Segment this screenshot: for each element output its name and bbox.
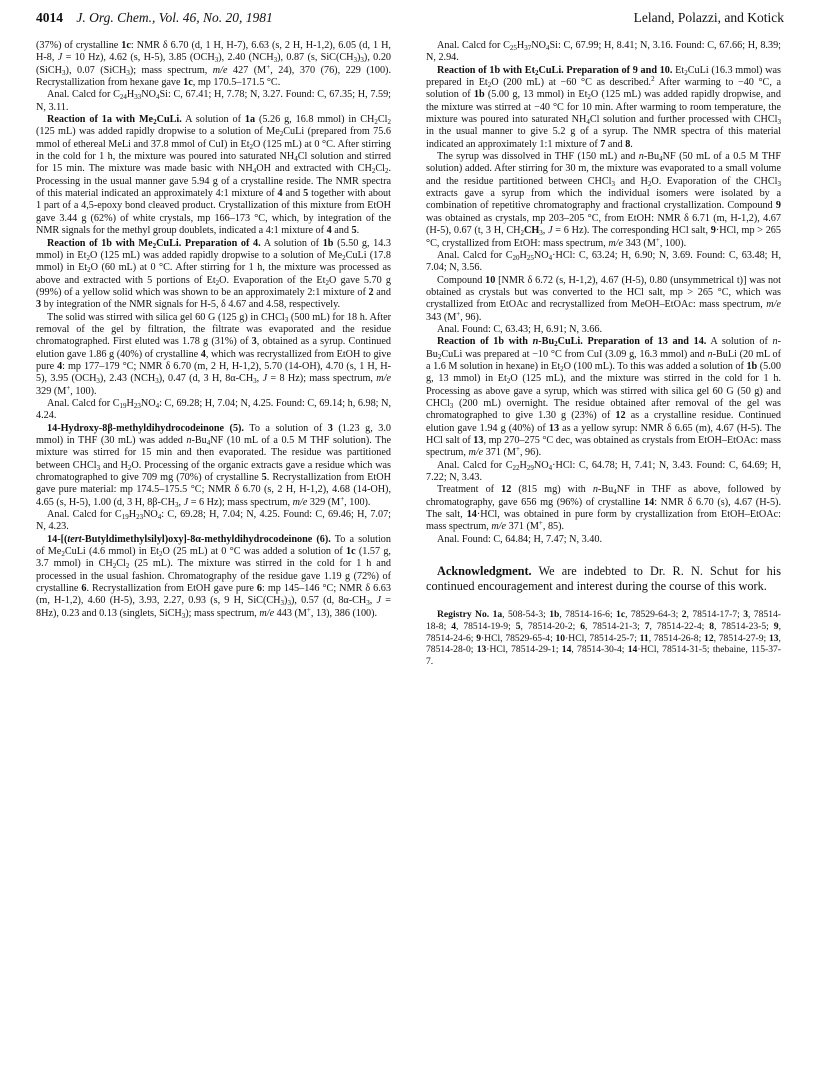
page-number: 4014 <box>36 10 63 25</box>
registry-numbers: Registry No. 1a, 508-54-3; 1b, 78514-16-6; 1c, 78529-64-3; 2, 78514-17-7; 3, 78514-18-8; 4, 78514-19-9; 5, 78514-20-2; 6, 78514-21-3; 7, 78514-22-4; 8, 78514-23-5; 9, 78514-24-6; 9·HCl, 78529-65-4; 10·HCl, 78514-25-7; 11, 78514-26-8; 12, 78514-27-9; 13, 78514-28-0; 13·HCl, 78514-29-1; 14, 78514-30-4; 14·HCl, 78514-31-5; thebaine, 115-37-7. <box>426 609 781 668</box>
left_column-paragraph: Anal. Calcd for $C_{19}H_{23}NO_4$: C, 69.28; H, 7.04; N, 4.25. Found: C, 69.46; H, 7.07; N, 4.23. <box>36 509 391 533</box>
page-header <box>36 10 784 32</box>
right_column-paragraph: Anal. Found: C, 64.84; H, 7.47; N, 3.40. <box>437 533 602 545</box>
right_column-paragraph: Anal. Calcd for $C_{20}H_{25}NO_4\cdot HCl$: C, 63.24; H, 6.90; N, 3.69. Found: C, 63.48; H, 7.04; N, 3.56. <box>426 249 781 274</box>
right_column-paragraph: Treatment of 12 (815 mg) with $n-Bu_4NF$ in THF as above, followed by chromatography, gave 656 mg (96%) of crystalline 14: NMR δ 6.70 (s), 4.67 (H-5). The salt, 14·HCl, was obtained in pure form by crystallization from EtOH–EtOAc: mass spectrum, m/e 371 (M+, 85). <box>426 484 781 533</box>
right_column-paragraph: Anal. Found: C, 63.43; H, 6.91; N, 3.66. <box>437 323 602 335</box>
right_column-paragraph: Compound 10 [NMR δ 6.72 (s, H-1,2), 4.67 (H-5), 0.80 (unsymmetrical t)] was not obtained as crystals but was converted to the HCl salt, mp > 265 °C, which was crystallized from EtOAc and recrystallized from MeOH–EtOAc: mass spectrum, m/e 343 (M+, 96). <box>426 274 781 323</box>
left_column-paragraph: 14-Hydroxy-8β-methyldihydrocodeinone (5). To a solution of 3 (1.23 g, 3.0 mmol) in THF (30 mL) was added $n-Bu_4NF$ (10 mL of a 0.5 M THF solution). The mixture was stirred for 15 min and then evaporated. The residue was partitioned between CHCl$_3$ and $H_2O$. Processing of the organic extracts gave a residue which was chromatographed to give 709 mg (70%) of crystalline 5. Recrystallization from EtOH gave pure material: mp 174.5–175.5 °C; NMR δ 6.70 (s, 2 H, H-1,2), 4.68 (14-OH), 4.65 (s, H-5), 1.00 (d, 3 H, $8\beta-CH_3$, J = 6 Hz); mass spectrum, m/e 329 (M+, 100). <box>36 422 392 509</box>
journal-reference: J. Org. Chem., Vol. 46, No. 20, 1981 <box>76 10 273 25</box>
left_column-paragraph: The solid was stirred with silica gel 60 G (125 g) in CHCl$_3$ (500 mL) for 18 h. After removal of the gel by filtration, the filtrate was evaporated and the residue chromatographed. First eluted was 1.78 g (31%) of 3, obtained as a syrup. Continued elution gave 1.86 g (40%) of crystalline 4, which was recrystallized from EtOH to give pure 4: mp 177–179 °C; NMR δ 6.70 (m, 2 H, H-1,2), 5.70 (14-OH), 4.70 (s, 1 H, H-5), 3.95 $(OCH_3)$, 2.43 $(NCH_3)$, 0.47 (d, 3 H, $8\alpha-CH_3$, J = 8 Hz); mass spectrum, m/e 329 (M+, 100). <box>36 311 392 397</box>
right_column-paragraph: Reaction of 1b with $Et_2CuLi$. Preparation of 9 and 10. $Et_2CuLi$ (16.3 mmol) was prepared in $Et_2O$ (200 mL) at −60 °C as described.$^2$ After warming to −40 °C, a solution of 1b (5.00 g, 13 mmol) in $Et_2O$ (125 mL) was added rapidly dropwise, and the mixture was stirred at −40 °C for 10 min. After warming to room temperature, the mixture was poured into saturated $NH_4Cl$ solution and further processed with CHCl$_3$ in the usual manner to give 5.2 g of a syrup. The NMR spectra of this material indicated an approximately 1:1 mixture of 7 and 8. <box>426 64 782 150</box>
left_column-paragraph: 14-[(tert-Butyldimethylsilyl)oxy]-8α-methyldihydrocodeinone (6). To a solution of $Me_2CuLi$ (4.6 mmol) in $Et_2O$ (25 mL) at 0 °C was added a solution of 1c (1.57 g, 3.7 mmol) in $CH_2Cl_2$ (25 mL). The mixture was stirred in the cold for 1 h and processed in the usual fashion. Chromatography of the residue gave 1.19 g (72%) of crystalline 6. Recrystallization from EtOH gave pure 6: mp 145–146 °C; NMR δ 6.63 (m, H-1,2), 4.60 (H-5), 3.93, 2.27, 0.93 (s, 9 H, $SiC(CH_3)_3$), 0.57 (d, $8\alpha-CH_3$, J = 8Hz), 0.23 and 0.13 (singlets, SiCH$_3$); mass spectrum, m/e 443 (M+, 13), 386 (100). <box>36 533 392 620</box>
right-column <box>426 40 781 668</box>
right_column-paragraph: Reaction of 1b with $n-Bu_2CuLi$. Preparation of 13 and 14. A solution of $n-Bu_2CuLi$ was prepared at −10 °C from CuI (3.09 g, 16.3 mmol) and n-BuLi (20 mL of a 1.6 M solution in hexane) in $Et_2O$ (100 mL). To this was added a solution of 1b (5.00 g, 13 mmol) in $Et_2O$ (125 mL), and the mixture was stirred in the cold for 1 h. Processing as above gave a syrup, which was stirred with silica gel 60 G (50 g) and CHCl$_3$ (200 mL) overnight. The residue obtained after removal of the gel was chromatographed to give 1.30 g (23%) of 12 as a crystalline residue. Continued elution gave 1.94 g (40%) of 13 as a yellow syrup: NMR δ 6.65 (m), 4.67 (H-5). The HCl salt of 13, mp 270–275 °C dec, was obtained as crystals from EtOH–EtOAc: mass spectrum, m/e 371 (M+, 96). <box>426 336 782 459</box>
header-left <box>36 10 273 26</box>
left_column-paragraph: Reaction of 1a with $Me_2CuLi$. A solution of 1a (5.26 g, 16.8 mmol) in $CH_2Cl_2$ (125 mL) was added rapidly dropwise to a solution of $Me_2CuLi$ (prepared from 75.6 mmol of ethereal MeLi and 37.8 mmol of CuI) in $Et_2O$ (125 mL) at 0 °C. After stirring in the cold for 1 h, the mixture was poured into saturated $NH_4Cl$ solution and stirred for 15 min. The mixture was made basic with $NH_4OH$ and extracted with $CH_2Cl_2$. Processing in the usual manner gave 5.94 g of a crystalline reside. The NMR spectra of this material indicated an approximately 4:1 mixture of 4 and 5 together with about 1 part of a 4,5-epoxy bond cleaved product. Crystallization of this mixture from EtOH gave 3.44 g (62%) of white crystals, mp 166–173 °C, which, by integration of the NMR signals for the methyl group doublets, indicated a 4:1 mixture of 4 and 5. <box>36 114 391 237</box>
right_column-paragraph: Anal. Calcd for $C_{22}H_{29}NO_4\cdot HCl$: C, 64.78; H, 7.41; N, 3.43. Found: C, 64.69; H, 7.22; N, 3.43. <box>426 459 781 484</box>
left_column-paragraph: Anal. Calcd for $C_{19}H_{23}NO_4$: C, 69.28; H, 7.04; N, 4.25. Found: C, 69.14; h, 6.98; N, 4.24. <box>36 397 391 422</box>
left-column <box>36 40 391 620</box>
acknowledgment: Acknowledgment. We are indebted to Dr. R. N. Schut for his continued encouragement and interest during the course of this work. <box>426 564 781 593</box>
left_column-paragraph: (37%) of crystalline 1c: NMR δ 6.70 (d, 1 H, H-7), 6.63 (s, 2 H, H-1,2), 6.05 (d, 1 H, H-8, J = 10 Hz), 4.62 (s, H-5), 3.85 $(OCH_3)$, 2.40 $(NCH_3)$, 0.87 (s, $SiC(CH_3)_3$), 0.20 (SiCH$_3$), 0.07 (SiCH$_3$); mass spectrum, m/e 427 (M+, 24), 370 (76), 229 (100). Recrystallization from hexane gave 1c, mp 170.5–171.5 °C. <box>36 40 392 89</box>
header-authors: Leland, Polazzi, and Kotick <box>633 10 784 25</box>
right_column-paragraph: Anal. Calcd for $C_{25}H_{37}NO_4Si$: C, 67.99; H, 8.41; N, 3.16. Found: C, 67.66; H, 8.39; N, 2.94. <box>426 40 781 64</box>
left_column-paragraph: Anal. Calcd for $C_{24}H_{33}NO_4Si$: C, 67.41; H, 7.78; N, 3.27. Found: C, 67.35; H, 7.59; N, 3.11. <box>36 89 391 113</box>
left_column-paragraph: Reaction of 1b with $Me_2CuLi$. Preparation of 4. A solution of 1b (5.50 g, 14.3 mmol) in $Et_2O$ (125 mL) was added rapidly dropwise to a solution of $Me_2CuLi$ (17.8 mmol) in $Et_2O$ (60 mL) at 0 °C. After stirring for 1 h, the mixture was processed as above and extracted with 5 portions of $Et_2O$. Evaporation of the $Et_2O$ gave 5.70 g (99%) of a yellow solid which was shown to be an approximately 2:1 mixture of 2 and 3 by integration of the NMR signals for H-5, δ 4.67 and 4.58, respectively. <box>36 237 392 311</box>
right_column-paragraph: The syrup was dissolved in THF (150 mL) and $n-Bu_4NF$ (50 mL of a 0.5 M THF solution) added. After stirring for 30 m, the mixture was evaporated to a small volume and the residue partitioned between CHCl$_3$ and $H_2O$. Evaporation of the CHCl$_3$ extracts gave a syrup from which the individual isomers were isolated by a combination of repetitive chromatography and fractional crystallization. Compound 9 was obtained as crystals, mp 203–205 °C, from EtOH: NMR δ 6.71 (m, H-1,2), 4.67 (H-5), 0.67 (t, 3 H, $CH_2CH_3$, J = 6 Hz). The corresponding HCl salt, 9·HCl, mp > 265 °C, crystallized from EtOH: mass spectrum, m/e 343 (M+, 100). <box>426 151 781 249</box>
